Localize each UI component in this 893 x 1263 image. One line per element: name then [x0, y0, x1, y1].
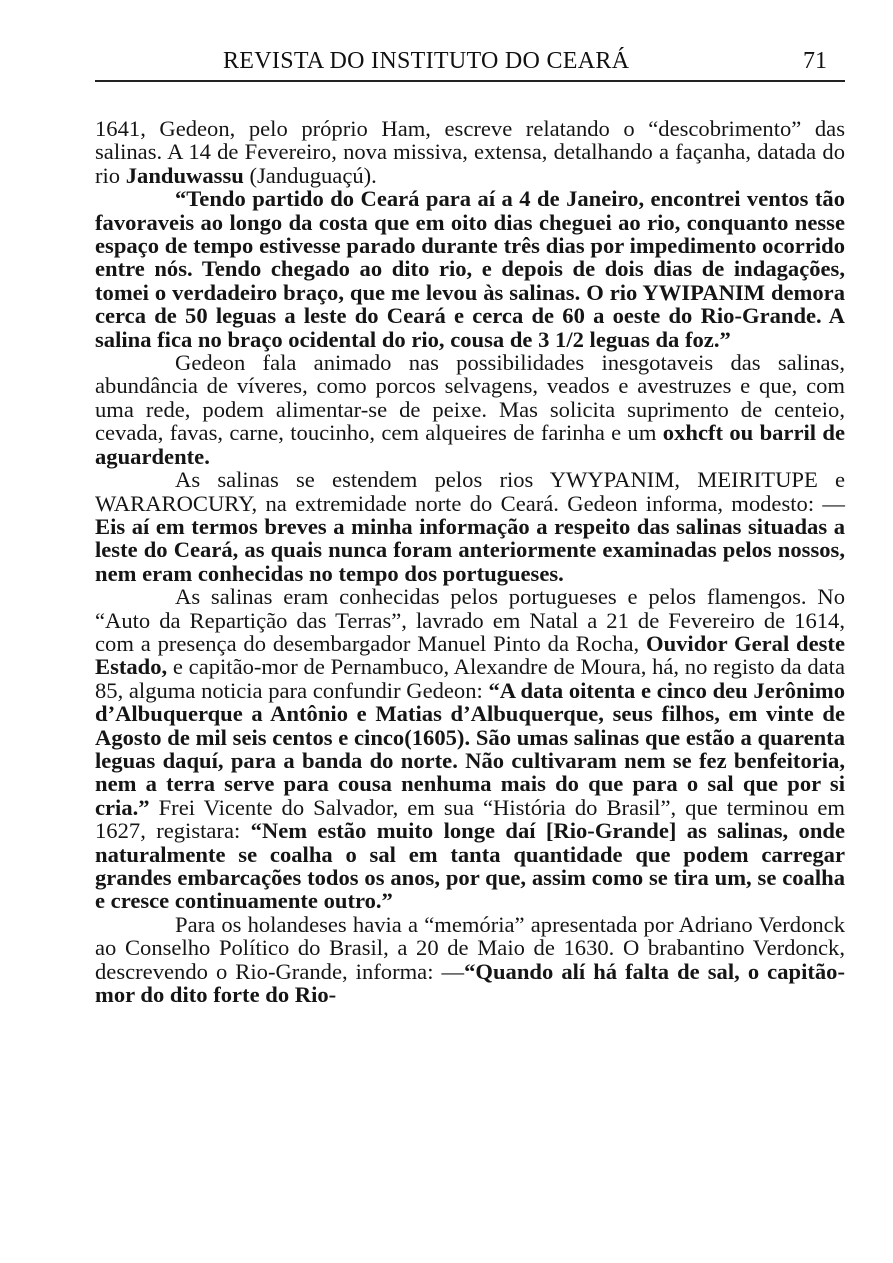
body-text: [95, 117, 845, 1006]
header-rule: [95, 80, 845, 82]
text-span: Frei Vicente do Salvador, em sua “História do Brasil”, que terminou em 1627, registara:: [95, 794, 845, 844]
bold-text-span: “Nem estão muito longe daí [Rio-Grande] as salinas, onde naturalmente se coalha o sal em tanta quantidade que podem carregar grandes embarcações todos os anos, por que, assim como se tira um, se coalha e cresce continuamente outro.”: [95, 818, 845, 914]
paragraph: [95, 351, 845, 468]
page-number: 71: [803, 48, 827, 74]
paragraph: [95, 187, 845, 351]
bold-text-span: oxhcft ou barril de aguardente.: [95, 420, 845, 469]
text-span: As salinas eram conhecidas pelos portugueses e pelos flamengos. No “Auto da Repartição das Terras”, lavrado em Natal a 21 de Fevereiro de 1614, com a presença do desembargador Manuel Pinto da Rocha,: [95, 584, 845, 656]
text-span: As salinas se estendem pelos rios YWYPANIM, MEIRITUPE e WARAROCURY, na extremidade norte do Ceará. Gedeon informa, modesto: —: [95, 467, 845, 516]
paragraph: [95, 117, 845, 187]
bold-text-span: Eis aí em termos breves a minha informação a respeito das salinas situadas a leste do Ceará, as quais nunca foram anteriormente examinadas pelos nossos, nem eram conhecidas no tempo dos portugueses.: [95, 513, 845, 586]
bold-text-span: “Quando alí há falta de sal, o capitão-mor do dito forte do Rio-: [95, 958, 845, 1008]
page-header: [95, 46, 845, 76]
bold-text-span: “Tendo partido do Ceará para aí a 4 de Janeiro, encontrei ventos tão favoraveis ao longo da costa que em oito dias cheguei ao rio, conquanto nesse espaço de tempo estivesse parado durante três dias por impedimento ocorrido entre nós. Tendo chegado ao dito rio, e depois de dois dias de indagações, tomei o verdadeiro braço, que me levou às salinas. O rio YWIPANIM demora cerca de 50 leguas a leste do Ceará e cerca de 60 a oeste do Rio-Grande. A salina fica no braço ocidental do rio, cousa de 3 1/2 leguas da foz.”: [95, 186, 845, 352]
running-title: REVISTA DO INSTITUTO DO CEARÁ: [223, 48, 630, 74]
text-span: (Janduguaçú).: [243, 162, 377, 188]
text-span: 1641, Gedeon, pelo próprio Ham, escreve relatando o “descobrimento” das salinas. A 14 de Fevereiro, nova missiva, extensa, detalhando a façanha, datada do rio: [95, 116, 845, 188]
paragraph: [95, 468, 845, 585]
bold-text-span: Janduwassu: [125, 162, 244, 188]
text-span: e capitão-mor de Pernambuco, Alexandre de Moura, há, no registo da data 85, alguma noticia para confundir Gedeon:: [95, 654, 845, 703]
text-span: Para os holandeses havia a “memória” apresentada por Adriano Verdonck ao Conselho Político do Brasil, a 20 de Maio de 1630. O brabantino Verdonck, descrevendo o Rio-Grande, informa: —: [95, 911, 845, 984]
paragraph: [95, 913, 845, 1007]
paragraph: [95, 585, 845, 913]
bold-text-span: Ouvidor Geral deste Estado,: [95, 630, 845, 680]
bold-text-span: “A data oitenta e cinco deu Jerônimo d’Albuquerque a Antônio e Matias d’Albuquerque, seus filhos, em vinte de Agosto de mil seis centos e cinco(1605). São umas salinas que estão a quarenta leguas daquí, para a banda do norte. Não cultivaram nem se fez benfeitoria, nem a terra serve para cousa nenhuma mais do que para o sal que por si cria.”: [95, 677, 846, 820]
text-span: Gedeon fala animado nas possibilidades inesgotaveis das salinas, abundância de víveres, como porcos selvagens, veados e avestruzes e que, com uma rede, podem alimentar-se de peixe. Mas solicita suprimento de centeio, cevada, favas, carne, toucinho, cem alqueires de farinha e um: [95, 350, 845, 446]
